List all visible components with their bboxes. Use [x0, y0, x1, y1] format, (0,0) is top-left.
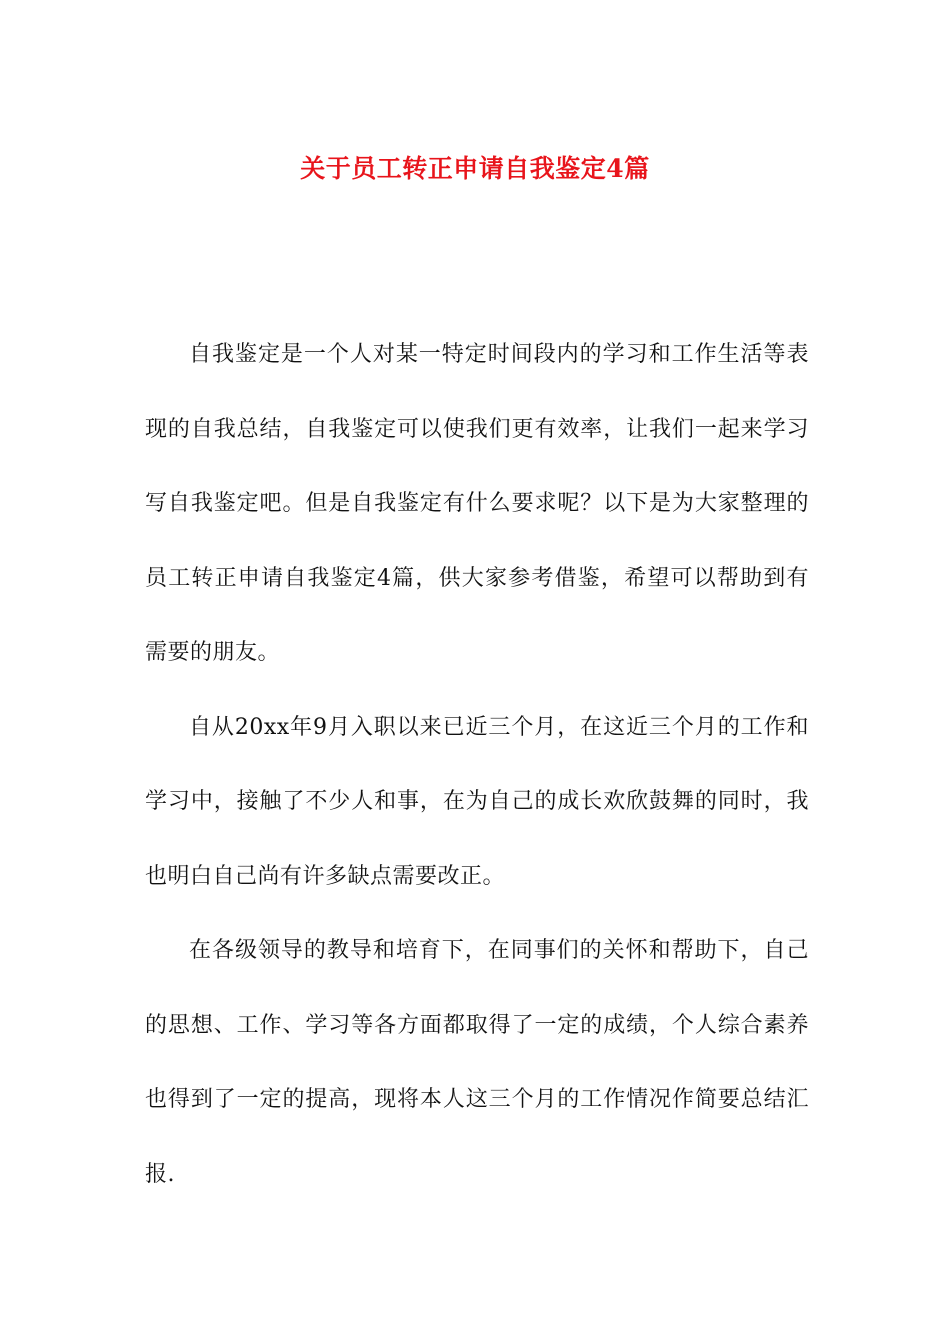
- paragraph-intro: 自我鉴定是一个人对某一特定时间段内的学习和工作生活等表现的自我总结，自我鉴定可以使我们更有效率，让我们一起来学习写自我鉴定吧。但是自我鉴定有什么要求呢？以下是为大家整理的员工转正申请自我鉴定4篇，供大家参考借鉴，希望可以帮助到有需要的朋友。: [145, 342, 809, 665]
- paragraph-since-joining: 自从20xx年9月入职以来已近三个月，在这近三个月的工作和学习中，接触了不少人和事，在为自己的成长欢欣鼓舞的同时，我也明白自己尚有许多缺点需要改正。: [145, 714, 809, 889]
- document-title: 关于员工转正申请自我鉴定4篇: [300, 153, 650, 183]
- document-body: [145, 318, 809, 1212]
- paragraph-achievements: 在各级领导的教导和培育下，在同事们的关怀和帮助下，自己的思想、工作、学习等各方面都取得了一定的成绩，个人综合素养也得到了一定的提高，现将本人这三个月的工作情况作简要总结汇报.: [145, 938, 809, 1187]
